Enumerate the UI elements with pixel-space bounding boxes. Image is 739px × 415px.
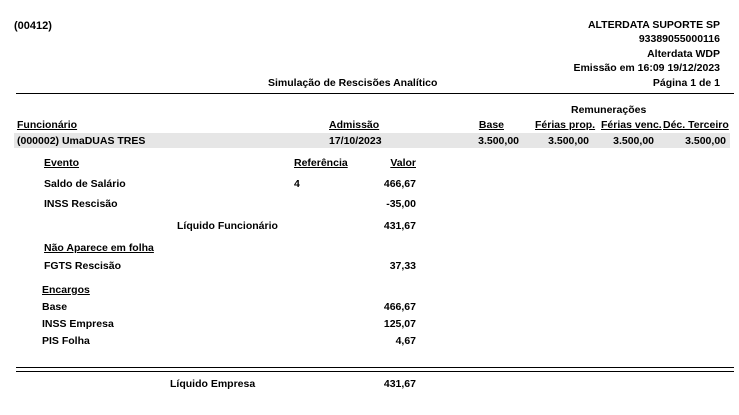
col-vacation-due: Férias venc.	[601, 119, 662, 131]
charge-value: 466,67	[383, 301, 416, 313]
col-employee: Funcionário	[17, 119, 78, 131]
footer-divider-top	[16, 367, 734, 368]
employee-vacation-prop: 3.500,00	[548, 135, 589, 147]
employee-base: 3.500,00	[478, 135, 519, 147]
company-cnpj: 93389055000116	[638, 33, 720, 45]
page-number: Página 1 de 1	[652, 77, 720, 89]
col-admission: Admissão	[329, 119, 380, 131]
event-name: Saldo de Salário	[44, 178, 126, 190]
charge-name: PIS Folha	[42, 335, 90, 347]
charge-name: INSS Empresa	[42, 318, 114, 330]
event-name: INSS Rescisão	[44, 198, 118, 210]
company-name: ALTERDATA SUPORTE SP	[587, 19, 720, 31]
not-shown-item-value: 37,33	[389, 260, 416, 272]
remuneration-group-label: Remunerações	[571, 104, 647, 116]
not-shown-item-name: FGTS Rescisão	[44, 260, 122, 272]
employee-thirteenth: 3.500,00	[685, 135, 726, 147]
report-title: Simulação de Rescisões Analítico	[268, 77, 438, 89]
charge-value: 125,07	[383, 318, 416, 330]
net-employee-label: Líquido Funcionário	[177, 220, 278, 232]
col-thirteenth: Déc. Terceiro	[663, 119, 729, 131]
event-reference: 4	[294, 178, 300, 190]
emission-date: Emissão em 16:09 19/12/2023	[573, 62, 720, 74]
charge-name: Base	[42, 301, 68, 313]
employee-vacation-due: 3.500,00	[613, 135, 654, 147]
header-divider	[16, 93, 734, 94]
system-name: Alterdata WDP	[647, 48, 720, 60]
events-header-event: Evento	[44, 157, 80, 169]
net-employee-value: 431,67	[383, 220, 416, 232]
event-value: -35,00	[386, 198, 416, 210]
net-company-label: Líquido Empresa	[170, 378, 256, 390]
charge-value: 4,67	[395, 335, 416, 347]
events-header-value: Valor	[390, 157, 416, 169]
charges-title: Encargos	[42, 284, 90, 296]
not-shown-title: Não Aparece em folha	[44, 242, 154, 254]
events-header-reference: Referência	[294, 157, 348, 169]
employee-admission: 17/10/2023	[329, 135, 382, 147]
event-value: 466,67	[383, 178, 416, 190]
employee-name: (000002) UmaDUAS TRES	[17, 135, 146, 147]
net-company-value: 431,67	[383, 378, 416, 390]
report-code: (00412)	[14, 20, 52, 32]
col-base: Base	[478, 119, 504, 131]
col-vacation-prop: Férias prop.	[535, 119, 596, 131]
footer-divider-bottom	[16, 371, 734, 372]
